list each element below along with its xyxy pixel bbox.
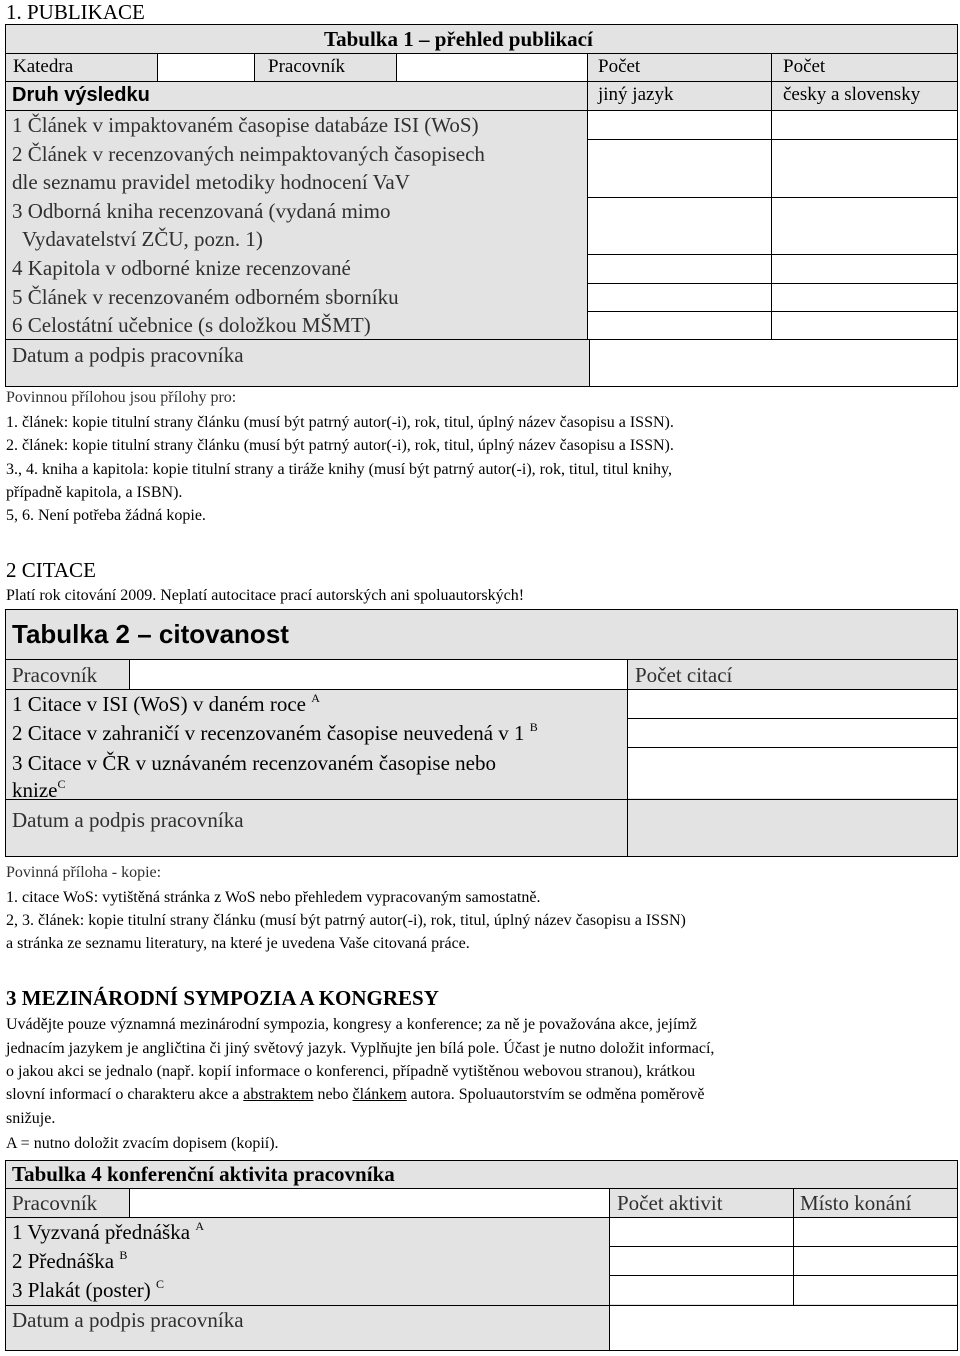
cesky-input-column[interactable] bbox=[772, 111, 957, 339]
pracovnik-input[interactable] bbox=[397, 54, 587, 81]
table-2-pocet-input-column[interactable] bbox=[628, 690, 957, 798]
table-2-row-2 bbox=[12, 721, 538, 746]
section-1-heading: 1. PUBLIKACE bbox=[6, 0, 145, 24]
katedra-input[interactable] bbox=[158, 54, 254, 81]
para-line-4-abstraktem: abstraktem bbox=[243, 1086, 314, 1103]
table-4-header-pocet: Počet aktivit bbox=[617, 1191, 723, 1215]
notes-1-title: Povinnou přílohou jsou přílohy pro: bbox=[6, 389, 237, 406]
notes-1-line-4: případně kapitola, a ISBN). bbox=[6, 484, 183, 501]
table-4-pracovnik-input[interactable] bbox=[130, 1189, 609, 1217]
druh-vysledku-label: Druh výsledku bbox=[12, 84, 150, 106]
header-pocet-2: Počet bbox=[783, 56, 826, 77]
table-2-row-2-sup: B bbox=[529, 720, 538, 734]
section-2-intro: Platí rok citování 2009. Neplatí autocitace prací autorských ani spoluautorských! bbox=[6, 587, 525, 604]
section-3-para-line-3: o jakou akci se jednalo (např. kopií informace o konferenci, případně vytištěnou webovou stranou), krátkou bbox=[6, 1063, 696, 1080]
notes-2-line-1: 1. citace WoS: vytištěná stránka z WoS nebo přehledem vypracovaným samostatně. bbox=[6, 889, 541, 906]
table-4-row-3 bbox=[12, 1278, 164, 1303]
para-line-4-text-a: slovní informací o charakteru akce a bbox=[6, 1086, 244, 1103]
table-4-row-3-label: 3 Plakát (poster) bbox=[12, 1278, 151, 1302]
table-1-row-1: 1 Článek v impaktovaném časopise databáze ISI (WoS) bbox=[12, 113, 479, 137]
table-4-row-1 bbox=[12, 1220, 204, 1245]
table-2-title: Tabulka 2 – citovanost bbox=[12, 619, 289, 649]
para-line-4-clankem: článkem bbox=[352, 1086, 407, 1103]
table-2-header-pocet: Počet citací bbox=[635, 663, 733, 687]
notes-2-title: Povinná příloha - kopie: bbox=[6, 864, 162, 881]
table-1-row-3b: Vydavatelství ZČU, pozn. 1) bbox=[22, 227, 263, 251]
section-3-heading: 3 MEZINÁRODNÍ SYMPOZIA A KONGRESY bbox=[6, 986, 439, 1010]
table-4-header-pracovnik: Pracovník bbox=[12, 1191, 98, 1215]
table-2-row-3b bbox=[12, 778, 66, 803]
table-4-row-2-sup: B bbox=[119, 1248, 128, 1262]
table-4-signature-input[interactable] bbox=[610, 1306, 957, 1350]
cesky-slovensky-label: česky a slovensky bbox=[783, 84, 921, 105]
table-2-pracovnik-input[interactable] bbox=[130, 660, 627, 689]
header-katedra: Katedra bbox=[13, 56, 74, 77]
table-2-row-3-label: knize bbox=[12, 778, 58, 802]
notes-1-line-3: 3., 4. kniha a kapitola: kopie titulní strany a tiráže knihy (musí být patrný autor(-i), rok, titul, titul knihy, bbox=[6, 461, 672, 478]
table-1-row-5: 5 Článek v recenzovaném odborném sborníku bbox=[12, 285, 399, 309]
notes-1-line-1: 1. článek: kopie titulní strany článku (musí být patrný autor(-i), rok, titul, úplný název časopisu a ISSN). bbox=[6, 414, 674, 431]
table-4-row-2-label: 2 Přednáška bbox=[12, 1249, 115, 1273]
table-4-pocet-input-column[interactable] bbox=[610, 1218, 793, 1304]
section-3-note-a: A = nutno doložit zvacím dopisem (kopií). bbox=[6, 1135, 279, 1152]
table-4-row-1-sup: A bbox=[195, 1219, 204, 1233]
header-pracovnik: Pracovník bbox=[268, 56, 346, 77]
section-3-para-line-4 bbox=[6, 1084, 704, 1107]
notes-2-line-2: 2, 3. článek: kopie titulní strany článku (musí být patrný autor(-i), rok, titul, úplný název časopisu a ISSN) bbox=[6, 912, 686, 929]
table-4-row-2 bbox=[12, 1249, 127, 1274]
table-1-row-6: 6 Celostátní učebnice (s doložkou MŠMT) bbox=[12, 313, 371, 337]
table-1-row-2b: dle seznamu pravidel metodiky hodnocení VaV bbox=[12, 170, 410, 194]
table-2-row-1 bbox=[12, 692, 320, 717]
section-3-para-line-2: jednacím jazykem je angličtina či jiný světový jazyk. Vyplňujte jen bílá pole. Účast je nutno doložit informací, bbox=[6, 1040, 715, 1057]
table-4-title: Tabulka 4 konferenční aktivita pracovníka bbox=[12, 1162, 395, 1186]
table-2-row-1-sup: A bbox=[311, 691, 320, 705]
para-line-4-text-c: autora. Spoluautorstvím se odměna poměrově bbox=[406, 1086, 705, 1103]
notes-2-line-3: a stránka ze seznamu literatury, na které je uvedena Vaše citovaná práce. bbox=[6, 935, 470, 952]
table-2-header-pracovnik: Pracovník bbox=[12, 663, 98, 687]
table-4-misto-input-column[interactable] bbox=[794, 1218, 957, 1304]
table-1-signature-input[interactable] bbox=[590, 340, 957, 386]
notes-1-line-5: 5, 6. Není potřeba žádná kopie. bbox=[6, 507, 206, 524]
para-line-4-text-b: nebo bbox=[313, 1086, 353, 1103]
table-2-row-2-label: 2 Citace v zahraničí v recenzovaném časopise neuvedená v 1 bbox=[12, 721, 525, 745]
jiny-jazyk-label: jiný jazyk bbox=[598, 84, 674, 105]
section-3-para-line-1: Uvádějte pouze významná mezinárodní sympozia, kongresy a konference; za ně je považována akce, jejímž bbox=[6, 1016, 697, 1033]
table-1-title-cell bbox=[5, 24, 958, 54]
table-1-row-2a: 2 Článek v recenzovaných neimpaktovaných časopisech bbox=[12, 142, 485, 166]
table-1-title: Tabulka 1 – přehled publikací bbox=[324, 27, 593, 51]
table-4-signature-label: Datum a podpis pracovníka bbox=[12, 1308, 244, 1332]
druh-vysledku-row bbox=[5, 81, 958, 111]
table-2-row-1-label: 1 Citace v ISI (WoS) v daném roce bbox=[12, 692, 306, 716]
table-2-row-3-sup: C bbox=[57, 777, 66, 791]
jiny-jazyk-input-column[interactable] bbox=[588, 111, 771, 339]
table-1-signature-label: Datum a podpis pracovníka bbox=[12, 343, 244, 367]
table-4-header-misto: Místo konání bbox=[800, 1191, 912, 1215]
section-3-para-line-5: snižuje. bbox=[6, 1110, 56, 1127]
table-2-signature-label: Datum a podpis pracovníka bbox=[12, 808, 244, 832]
table-1-row-3a: 3 Odborná kniha recenzovaná (vydaná mimo bbox=[12, 199, 391, 223]
section-2-heading: 2 CITACE bbox=[6, 558, 96, 582]
header-pocet-1: Počet bbox=[598, 56, 641, 77]
notes-1-line-2: 2. článek: kopie titulní strany článku (musí být patrný autor(-i), rok, titul, úplný název časopisu a ISSN). bbox=[6, 437, 674, 454]
table-4-row-1-label: 1 Vyzvaná přednáška bbox=[12, 1220, 191, 1244]
table-1-row-4: 4 Kapitola v odborné knize recenzované bbox=[12, 256, 351, 280]
table-4-row-3-sup: C bbox=[156, 1277, 165, 1291]
table-2-row-3a: 3 Citace v ČR v uznávaném recenzovaném časopise nebo bbox=[12, 751, 496, 775]
